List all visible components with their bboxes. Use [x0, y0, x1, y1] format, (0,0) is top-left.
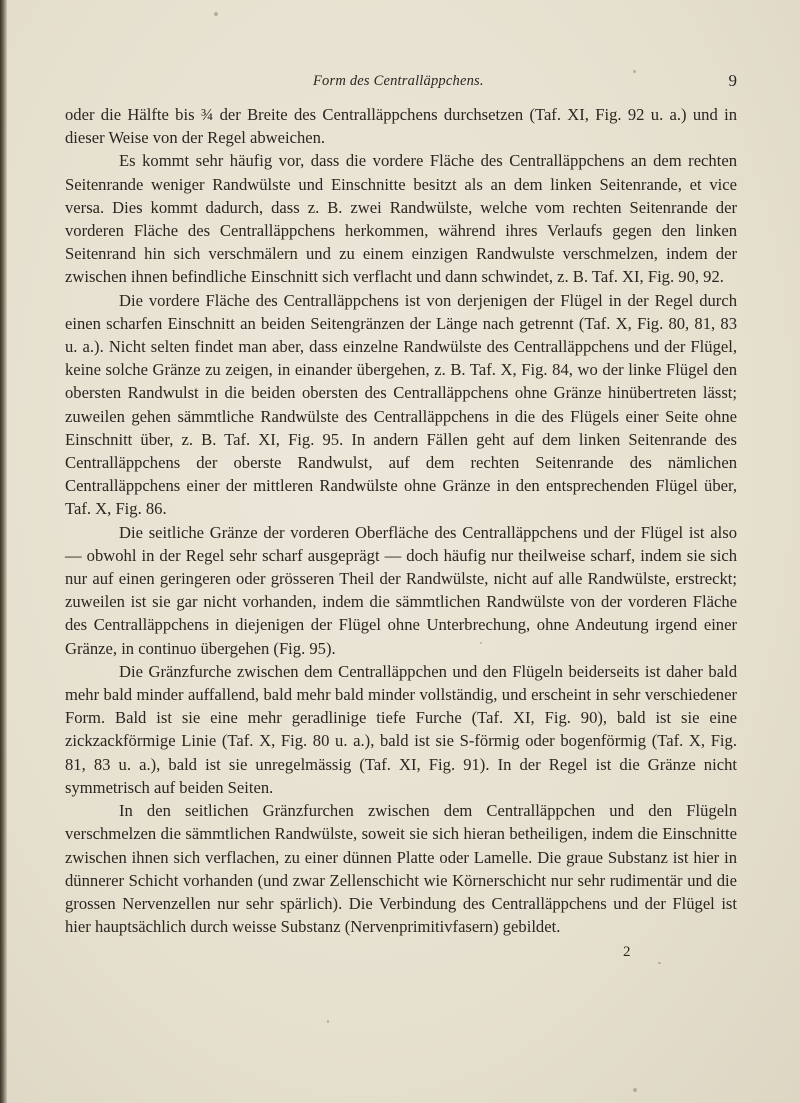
running-head — [65, 73, 737, 93]
paragraph-2: Es kommt sehr häufig vor, dass die vordere Fläche des Centralläppchens an dem rechten Seitenrande weniger Randwülste und Einschnitte besitzt als an dem linken Seitenrande, et vice versa. Dies kommt dadurch, dass z. B. zwei Randwülste, welche vom rechten Seitenrande der vorderen Fläche des Centralläppchens herkommen, während ihres Verlaufs gegen den linken Seitenrand hin sich verschmälern und zu einem einzigen Randwulste verschmelzen, indem der zwischen ihnen befindliche Einschnitt sich verflacht und dann schwindet, z. B. Taf. XI, Fig. 90, 92. — [65, 151, 737, 287]
paper-speck — [480, 642, 482, 644]
page-binding-shadow — [0, 0, 7, 1103]
paper-speck — [658, 962, 661, 964]
paper-speck — [327, 1020, 329, 1023]
signature-mark: 2 — [623, 944, 631, 960]
paper-speck — [214, 12, 218, 16]
paragraph-5: Die Gränzfurche zwischen dem Centralläppchen und den Flügeln beiderseits ist daher bald mehr bald minder auffallend, bald mehr bald minder vollständig, und erscheint in sehr verschiedener Form. Bald ist sie eine mehr geradlinige tiefe Furche (Taf. XI, Fig. 90), bald ist sie eine zickzackförmige Linie (Taf. X, Fig. 80 u. a.), bald ist sie S-förmig oder bogenförmig (Taf. X, Fig. 81, 83 u. a.), bald ist sie unregelmässig (Taf. XI, Fig. 91). In der Regel ist die Gränze nicht symmetrisch auf beiden Seiten. — [65, 661, 737, 797]
paper-speck — [633, 70, 636, 73]
paragraph-4: Die seitliche Gränze der vorderen Oberfläche des Centralläppchens und der Flügel ist also — obwohl in der Regel sehr scharf ausgeprägt — doch häufig nur theilweise scharf, indem sie sich nur auf einen geringeren oder grösseren Theil der Randwülste, nicht auf alle Randwülste, erstreckt; zuweilen ist sie gar nicht vorhanden, indem die sämmtlichen Randwülste von der vorderen Fläche des Centralläppchens in diejenigen der Flügel ohne Unterbrechung, ohne Andeutung irgend einer Gränze, in continuo übergehen (Fig. 95). — [65, 522, 737, 658]
page-number: 9 — [728, 71, 737, 90]
paragraph-3: Die vordere Fläche des Centralläppchens ist von derjenigen der Flügel in der Regel durch einen scharfen Einschnitt an beiden Seitengränzen der Länge nach getrennt (Taf. X, Fig. 80, 81, 83 u. a.). Nicht selten findet man aber, dass einzelne Randwülste des Centralläppchens und der Flügel, keine solche Gränze zu zeigen, in einander übergehen, z. B. Taf. X, Fig. 84, wo der linke Flügel den obersten Randwulst in die beiden obersten des Centralläppchens ohne Gränze hinübertreten lässt; zuweilen gehen sämmtliche Randwülste des Centralläppchens in die des Flügels einer Seite ohne Einschnitt über, z. B. Taf. XI, Fig. 95. In andern Fällen geht auf dem linken Seitenrande des Centralläppchens der oberste Randwulst, auf dem rechten Seitenrande des nämlichen Centralläppchens einer der mittleren Randwülste ohne Gränze in den entsprechenden Flügel über, Taf. X, Fig. 86. — [65, 290, 737, 519]
body-text — [65, 103, 737, 938]
paper-speck — [633, 1088, 637, 1092]
paragraph-1: oder die Hälfte bis ¾ der Breite des Centralläppchens durchsetzen (Taf. XI, Fig. 92 u. a.) und in dieser Weise von der Regel abweichen. — [65, 105, 737, 148]
paragraph-6: In den seitlichen Gränzfurchen zwischen dem Centralläppchen und den Flügeln verschmelzen die sämmtlichen Randwülste, soweit sie sich hieran betheiligen, indem die Einschnitte zwischen ihnen sich verflachen, zu einer dünnen Platte oder Lamelle. Die graue Substanz ist hier in dünnerer Schicht vorhanden (und zwar Zellenschicht wie Körnerschicht nur sehr rudimentär und die grossen Nervenzellen nur sehr spärlich). Die Verbindung des Centralläppchens und der Flügel ist hier hauptsächlich durch weisse Substanz (Nervenprimitivfasern) gebildet. — [65, 801, 737, 937]
running-title: Form des Centralläppchens. — [313, 73, 484, 89]
